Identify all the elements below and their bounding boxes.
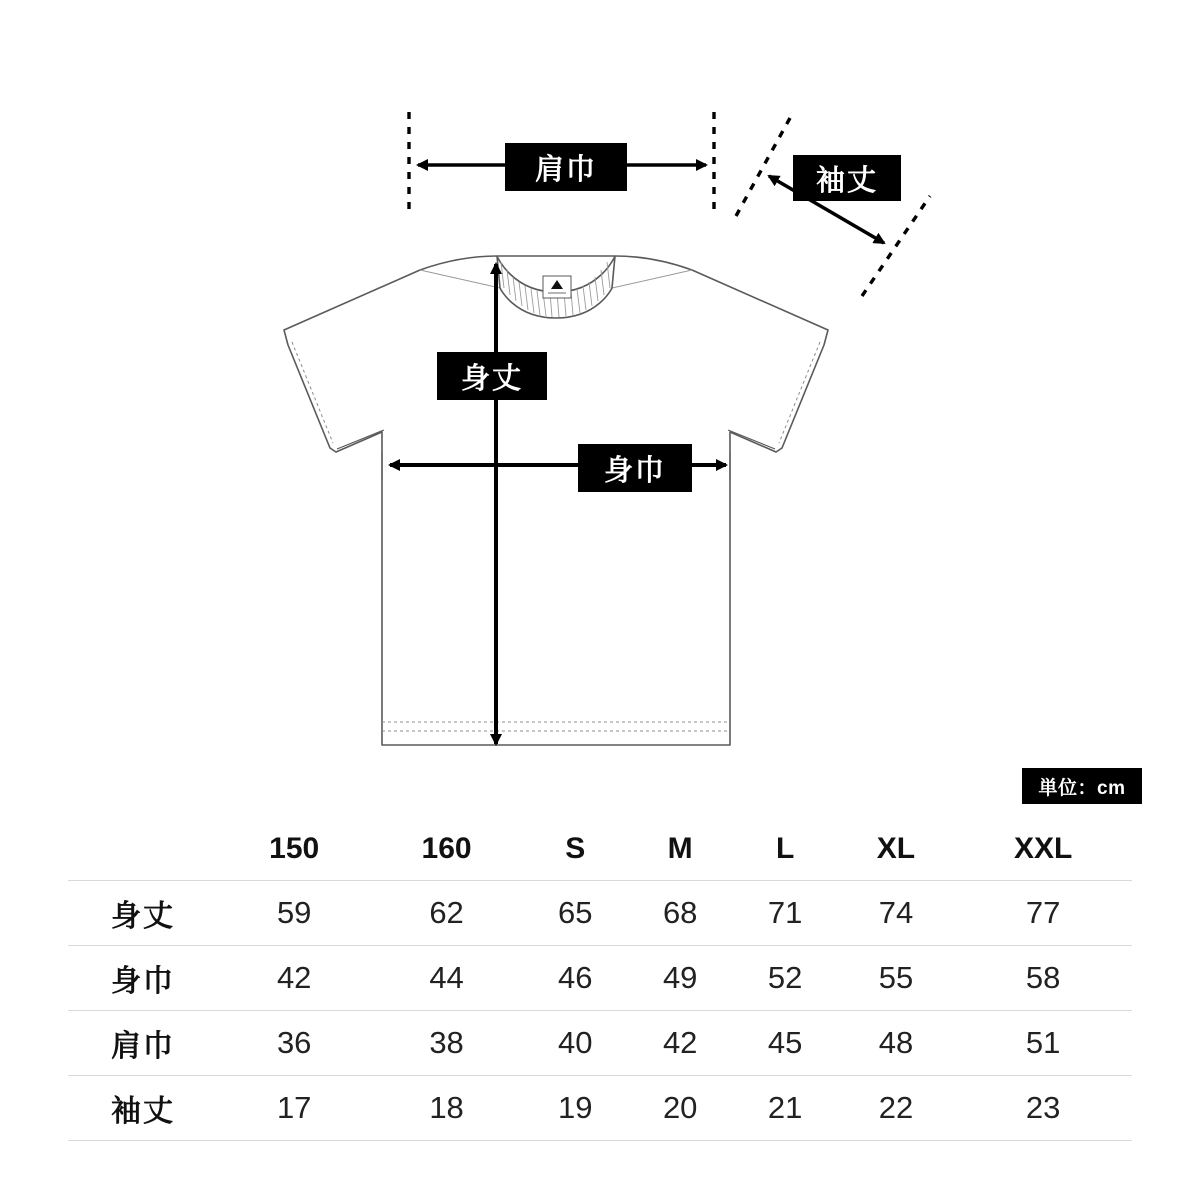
table-row <box>68 1076 1132 1141</box>
cell-shoulder-width-m: 42 <box>628 1011 733 1076</box>
label-body-width <box>578 444 692 492</box>
table-header-row <box>68 818 1132 881</box>
label-shoulder-width <box>505 143 627 191</box>
cell-shoulder-width-150: 36 <box>218 1011 370 1076</box>
cell-shoulder-width-xl: 48 <box>838 1011 955 1076</box>
cell-sleeve-length-xxl: 23 <box>954 1076 1132 1141</box>
size-table <box>68 818 1132 1141</box>
label-shoulder-width-text: 肩巾 <box>534 153 597 186</box>
table-row <box>68 1011 1132 1076</box>
row-header-body-length: 身丈 <box>68 881 218 946</box>
cell-body-length-s: 65 <box>523 881 628 946</box>
cell-body-length-160: 62 <box>370 881 522 946</box>
cell-sleeve-length-160: 18 <box>370 1076 522 1141</box>
cell-body-length-150: 59 <box>218 881 370 946</box>
label-sleeve-length-text: 袖丈 <box>815 164 878 197</box>
column-header-xxl: XXL <box>954 818 1132 881</box>
cell-body-width-150: 42 <box>218 946 370 1011</box>
cell-body-length-m: 68 <box>628 881 733 946</box>
table-row <box>68 881 1132 946</box>
tshirt-outline <box>284 256 828 745</box>
column-header-l: L <box>733 818 838 881</box>
cell-sleeve-length-xl: 22 <box>838 1076 955 1141</box>
cell-body-width-m: 49 <box>628 946 733 1011</box>
row-header-sleeve-length: 袖丈 <box>68 1076 218 1141</box>
size-table-body <box>68 881 1132 1141</box>
label-body-width-text: 身巾 <box>603 454 666 487</box>
cell-sleeve-length-150: 17 <box>218 1076 370 1141</box>
cell-sleeve-length-l: 21 <box>733 1076 838 1141</box>
column-header-160: 160 <box>370 818 522 881</box>
unit-badge <box>1022 768 1142 804</box>
row-header-shoulder-width: 肩巾 <box>68 1011 218 1076</box>
cell-shoulder-width-160: 38 <box>370 1011 522 1076</box>
cell-sleeve-length-m: 20 <box>628 1076 733 1141</box>
cell-body-width-160: 44 <box>370 946 522 1011</box>
column-header-m: M <box>628 818 733 881</box>
table-corner-cell <box>68 818 218 881</box>
column-header-s: S <box>523 818 628 881</box>
cell-body-length-l: 71 <box>733 881 838 946</box>
cell-shoulder-width-xxl: 51 <box>954 1011 1132 1076</box>
cell-sleeve-length-s: 19 <box>523 1076 628 1141</box>
cell-body-width-xxl: 58 <box>954 946 1132 1011</box>
label-body-length-text: 身丈 <box>460 362 523 395</box>
cell-body-width-xl: 55 <box>838 946 955 1011</box>
sleeve-length-guides <box>736 118 930 296</box>
cell-body-length-xxl: 77 <box>954 881 1132 946</box>
table-row <box>68 946 1132 1011</box>
column-header-150: 150 <box>218 818 370 881</box>
cell-shoulder-width-s: 40 <box>523 1011 628 1076</box>
neck-label <box>543 276 571 298</box>
unit-badge-text: 単位：cm <box>1038 777 1126 799</box>
row-header-body-width: 身巾 <box>68 946 218 1011</box>
cell-shoulder-width-l: 45 <box>733 1011 838 1076</box>
label-sleeve-length <box>793 155 901 201</box>
size-table-head <box>68 818 1132 881</box>
cell-body-length-xl: 74 <box>838 881 955 946</box>
cell-body-width-l: 52 <box>733 946 838 1011</box>
cell-body-width-s: 46 <box>523 946 628 1011</box>
label-body-length <box>437 352 547 400</box>
column-header-xl: XL <box>838 818 955 881</box>
